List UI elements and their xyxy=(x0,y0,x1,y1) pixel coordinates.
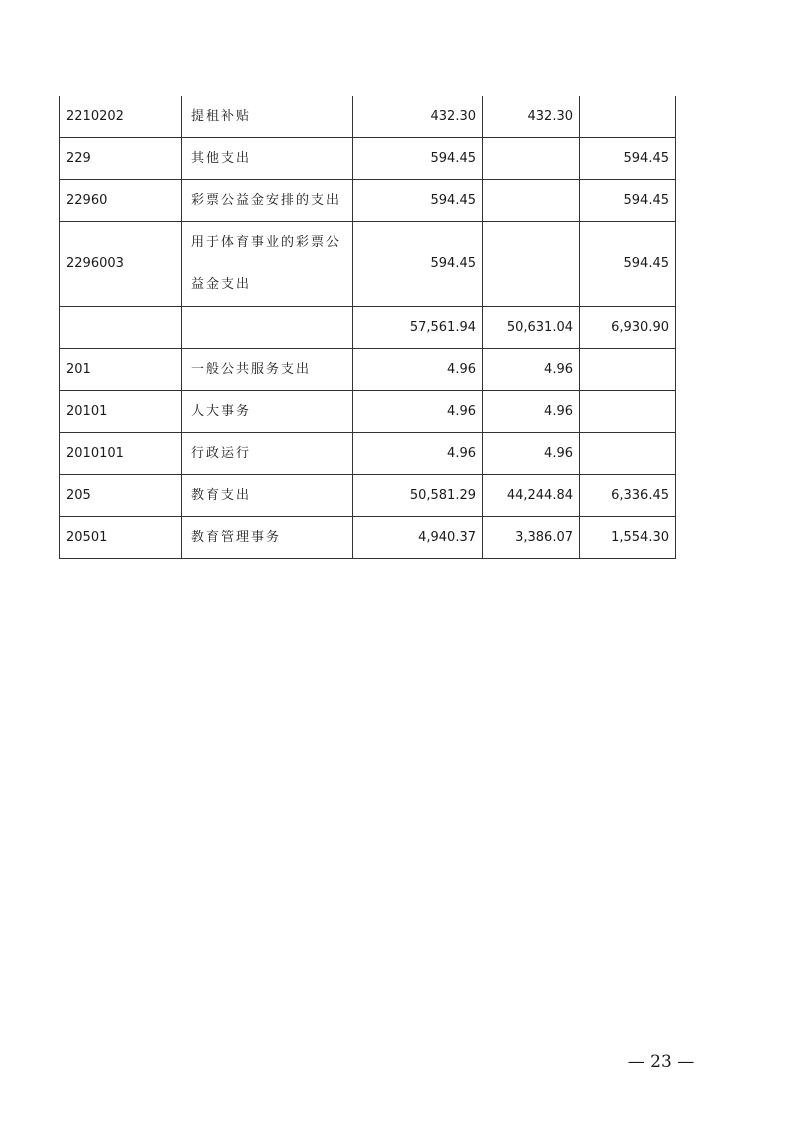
basic-expenditure-cell: 4.96 xyxy=(483,391,580,433)
basic-expenditure-cell xyxy=(483,222,580,307)
basic-expenditure-cell: 50,631.04 xyxy=(483,307,580,349)
subject-name-cell: 一般公共服务支出 xyxy=(182,349,353,391)
total-cell: 594.45 xyxy=(353,138,483,180)
basic-expenditure-cell xyxy=(483,138,580,180)
total-cell: 4,940.37 xyxy=(353,517,483,559)
table-row xyxy=(60,307,676,349)
table-row xyxy=(60,475,676,517)
project-expenditure-cell: 594.45 xyxy=(580,138,676,180)
table-row xyxy=(60,138,676,180)
subject-name-cell: 其他支出 xyxy=(182,138,353,180)
total-cell: 50,581.29 xyxy=(353,475,483,517)
project-expenditure-cell xyxy=(580,391,676,433)
subject-code-cell: 229 xyxy=(60,138,182,180)
subject-name-cell xyxy=(182,307,353,349)
project-expenditure-cell xyxy=(580,349,676,391)
total-cell: 594.45 xyxy=(353,180,483,222)
basic-expenditure-cell: 4.96 xyxy=(483,349,580,391)
project-expenditure-cell xyxy=(580,433,676,475)
subject-name-cell: 教育支出 xyxy=(182,475,353,517)
project-expenditure-cell: 594.45 xyxy=(580,222,676,307)
subject-code-cell: 201 xyxy=(60,349,182,391)
project-expenditure-cell: 6,336.45 xyxy=(580,475,676,517)
total-cell: 4.96 xyxy=(353,391,483,433)
total-cell: 594.45 xyxy=(353,222,483,307)
project-expenditure-cell: 594.45 xyxy=(580,180,676,222)
total-cell: 57,561.94 xyxy=(353,307,483,349)
budget-table xyxy=(59,96,676,559)
project-expenditure-cell: 6,930.90 xyxy=(580,307,676,349)
subject-code-cell: 2296003 xyxy=(60,222,182,307)
subject-name-cell: 彩票公益金安排的支出 xyxy=(182,180,353,222)
basic-expenditure-cell xyxy=(483,180,580,222)
table-row xyxy=(60,222,676,307)
total-cell: 432.30 xyxy=(353,96,483,138)
subject-name-cell: 提租补贴 xyxy=(182,96,353,138)
page-number: — 23 — xyxy=(627,1052,695,1072)
project-expenditure-cell: 1,554.30 xyxy=(580,517,676,559)
basic-expenditure-cell: 4.96 xyxy=(483,433,580,475)
subject-name-cell: 行政运行 xyxy=(182,433,353,475)
subject-code-cell: 2210202 xyxy=(60,96,182,138)
subject-code-cell: 22960 xyxy=(60,180,182,222)
subject-code-cell: 20501 xyxy=(60,517,182,559)
basic-expenditure-cell: 3,386.07 xyxy=(483,517,580,559)
subject-name-cell: 用于体育事业的彩票公益金支出 xyxy=(182,222,353,307)
basic-expenditure-cell: 44,244.84 xyxy=(483,475,580,517)
project-expenditure-cell xyxy=(580,96,676,138)
table-row xyxy=(60,391,676,433)
table-row xyxy=(60,180,676,222)
subject-name-cell: 人大事务 xyxy=(182,391,353,433)
table-row xyxy=(60,433,676,475)
subject-name-cell: 教育管理事务 xyxy=(182,517,353,559)
basic-expenditure-cell: 432.30 xyxy=(483,96,580,138)
table-row xyxy=(60,517,676,559)
subject-code-cell: 2010101 xyxy=(60,433,182,475)
subject-code-cell xyxy=(60,307,182,349)
subject-code-cell: 205 xyxy=(60,475,182,517)
subject-code-cell: 20101 xyxy=(60,391,182,433)
table-row xyxy=(60,96,676,138)
total-cell: 4.96 xyxy=(353,433,483,475)
table-row xyxy=(60,349,676,391)
total-cell: 4.96 xyxy=(353,349,483,391)
